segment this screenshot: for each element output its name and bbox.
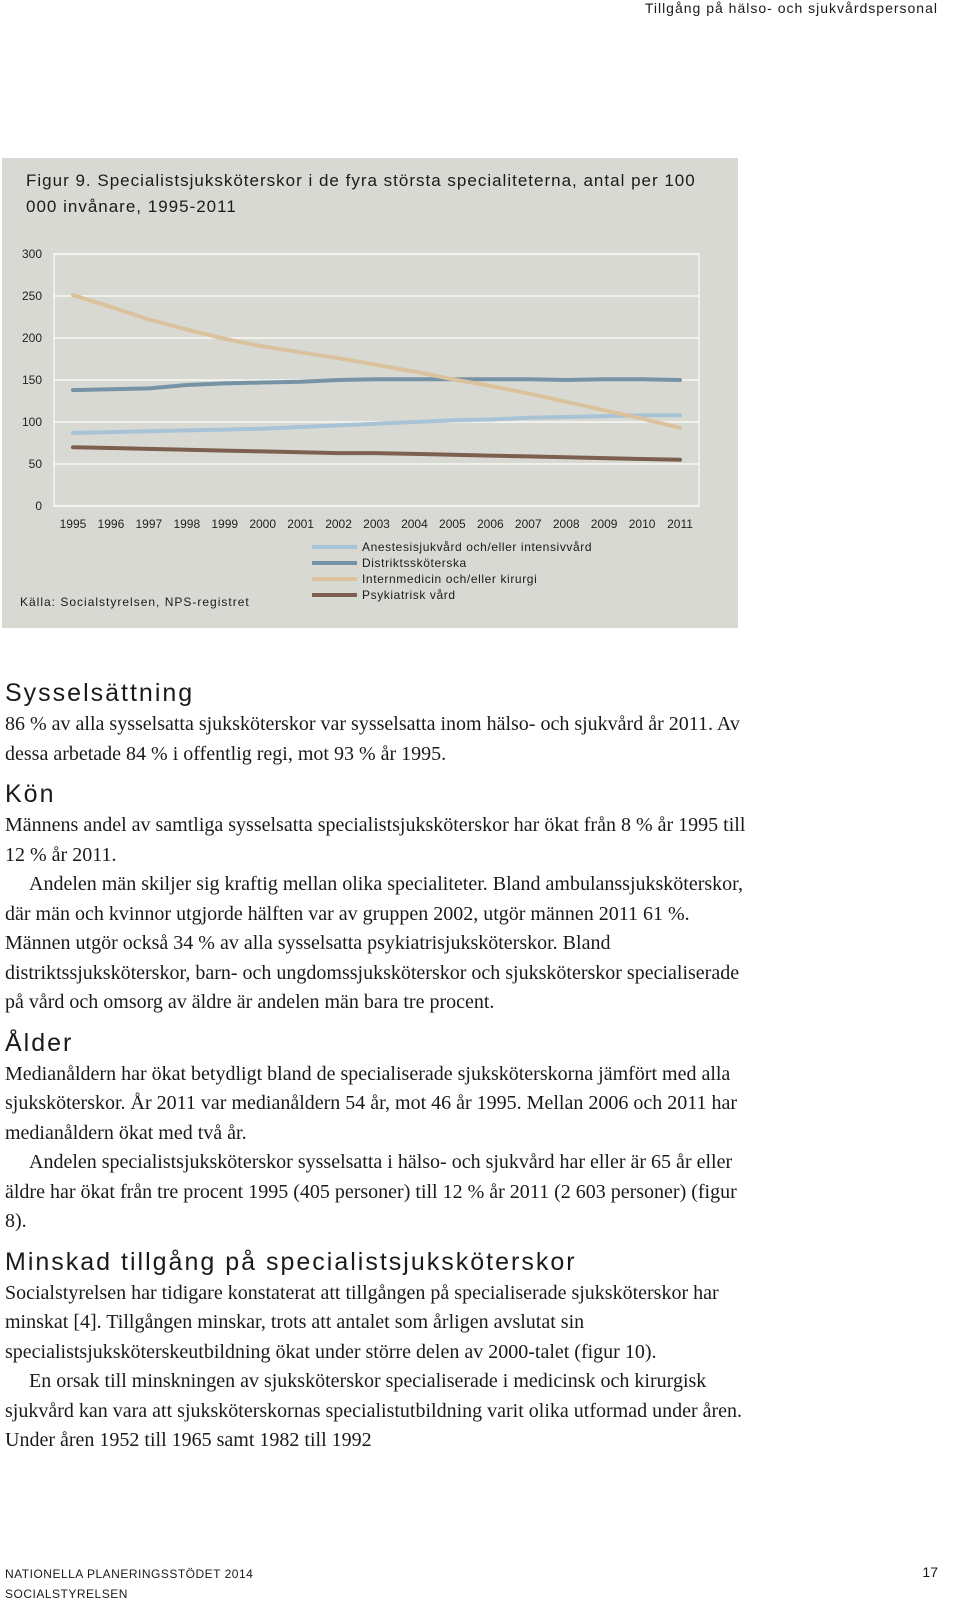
body-text: [5, 676, 753, 1464]
paragraph: 86 % av alla sysselsatta sjuksköterskor var sysselsatta inom hälso- och sjukvård år 2011. Av dessa arbetade 84 % i offentlig regi, mot 93 % år 1995.: [5, 713, 740, 765]
footer-publication: NATIONELLA PLANERINGSSTÖDET 2014: [5, 1567, 254, 1581]
page-number: 17: [922, 1564, 938, 1580]
figure-title: Figur 9. Specialistsjuksköterskor i de fyra största specialiteterna, antal per 100 000 invånare, 1995-2011: [26, 171, 696, 216]
legend-swatch: [312, 577, 357, 581]
paragraph: En orsak till minskningen av sjuksköterskor specialiserade i medicinsk och kirurgisk sjukvård kan vara att sjuksköterskornas specialistutbildning varit olika utformad under åren. Under åren 1952 till 1965 samt 1982 till 1992: [5, 1370, 743, 1451]
legend-label: Anestesisjukvård och/eller intensivvård: [362, 540, 593, 554]
legend-label: Distriktssköterska: [362, 556, 467, 570]
x-tick-label: 1996: [97, 517, 125, 531]
paragraph: Socialstyrelsen har tidigare konstaterat att tillgången på specialiserade sjuksköterskor har minskat [4]. Tillgången minskar, trots att antalet som årligen avslutat sin specialistsjuksköterskeutbildning ökat under större delen av 2000-talet (figur 10).: [5, 1281, 719, 1363]
x-tick-label: 2008: [552, 517, 580, 531]
legend-swatch: [312, 545, 357, 549]
paragraph: Medianåldern har ökat betydligt bland de specialiserade sjuksköterskorna jämfört med alla sjuksköterskor. År 2011 var medianåldern 54 år, mot 46 år 1995. Mellan 2006 och 2011 har medianåldern ökat med två år.: [5, 1062, 738, 1144]
x-tick-label: 2000: [249, 517, 277, 531]
running-header: Tillgång på hälso- och sjukvårdspersonal: [644, 0, 938, 16]
section-sysselsattning: [5, 676, 753, 769]
section-minskad-tillgang: [5, 1245, 753, 1456]
y-tick-label: 150: [21, 373, 42, 387]
footer-publisher: SOCIALSTYRELSEN: [5, 1587, 128, 1601]
section-heading: Sysselsättning: [5, 679, 195, 707]
footer: [5, 1564, 253, 1604]
x-tick-label: 2001: [287, 517, 314, 531]
x-tick-label: 2002: [325, 517, 352, 531]
legend-swatch: [312, 593, 357, 597]
section-heading: Minskad tillgång på specialistsjuksköterskor: [5, 1247, 577, 1276]
x-tick-label: 2003: [363, 517, 390, 531]
x-tick-label: 2006: [476, 517, 504, 531]
y-tick-label: 0: [35, 499, 42, 513]
x-tick-label: 1997: [135, 517, 163, 531]
section-kon: [5, 777, 753, 1018]
legend-label: Internmedicin och/eller kirurgi: [362, 572, 538, 586]
section-alder: [5, 1026, 753, 1237]
x-tick-label: 1998: [173, 517, 201, 531]
figure-source: Källa: Socialstyrelsen, NPS-registret: [20, 595, 250, 609]
legend-swatch: [312, 561, 357, 565]
x-tick-label: 1995: [59, 517, 87, 531]
x-tick-label: 2010: [628, 517, 656, 531]
figure-panel: [2, 158, 738, 628]
paragraph: Andelen män skiljer sig kraftig mellan olika specialiteter. Bland ambulanssjuksköterskor, där män och kvinnor utgjorde hälften var av gruppen 2002, utgör männen 2011 61 %. Männen utgör också 34 % av alla sysselsatta psykiatrisjuksköterskor. Bland distriktssjuksköterskor, barn- och ungdomssjuksköterskor och sjuksköterskor specialiserade på vård och omsorg av äldre är andelen män bara tre procent.: [5, 873, 744, 1013]
section-heading: Kön: [5, 780, 56, 808]
y-tick-label: 250: [21, 289, 42, 303]
y-tick-label: 300: [21, 247, 42, 261]
legend-label: Psykiatrisk vård: [362, 588, 456, 602]
x-tick-label: 2005: [439, 517, 466, 531]
x-tick-label: 1999: [211, 517, 239, 531]
y-tick-label: 200: [21, 331, 42, 345]
paragraph: Männens andel av samtliga sysselsatta specialistsjuksköterskor har ökat från 8 % år 1995 till 12 % år 2011.: [5, 814, 746, 866]
paragraph: Andelen specialistsjuksköterskor sysselsatta i hälso- och sjukvård har eller är 65 år eller äldre har ökat från tre procent 1995 (405 personer) till 12 % år 2011 (2 603 personer) (figur 8).: [5, 1151, 737, 1232]
y-tick-label: 100: [21, 415, 42, 429]
x-tick-label: 2007: [514, 517, 542, 531]
x-tick-label: 2004: [401, 517, 428, 531]
section-heading: Ålder: [5, 1028, 74, 1057]
x-tick-label: 2011: [667, 517, 693, 531]
y-tick-label: 50: [28, 457, 42, 471]
x-tick-label: 2009: [590, 517, 618, 531]
